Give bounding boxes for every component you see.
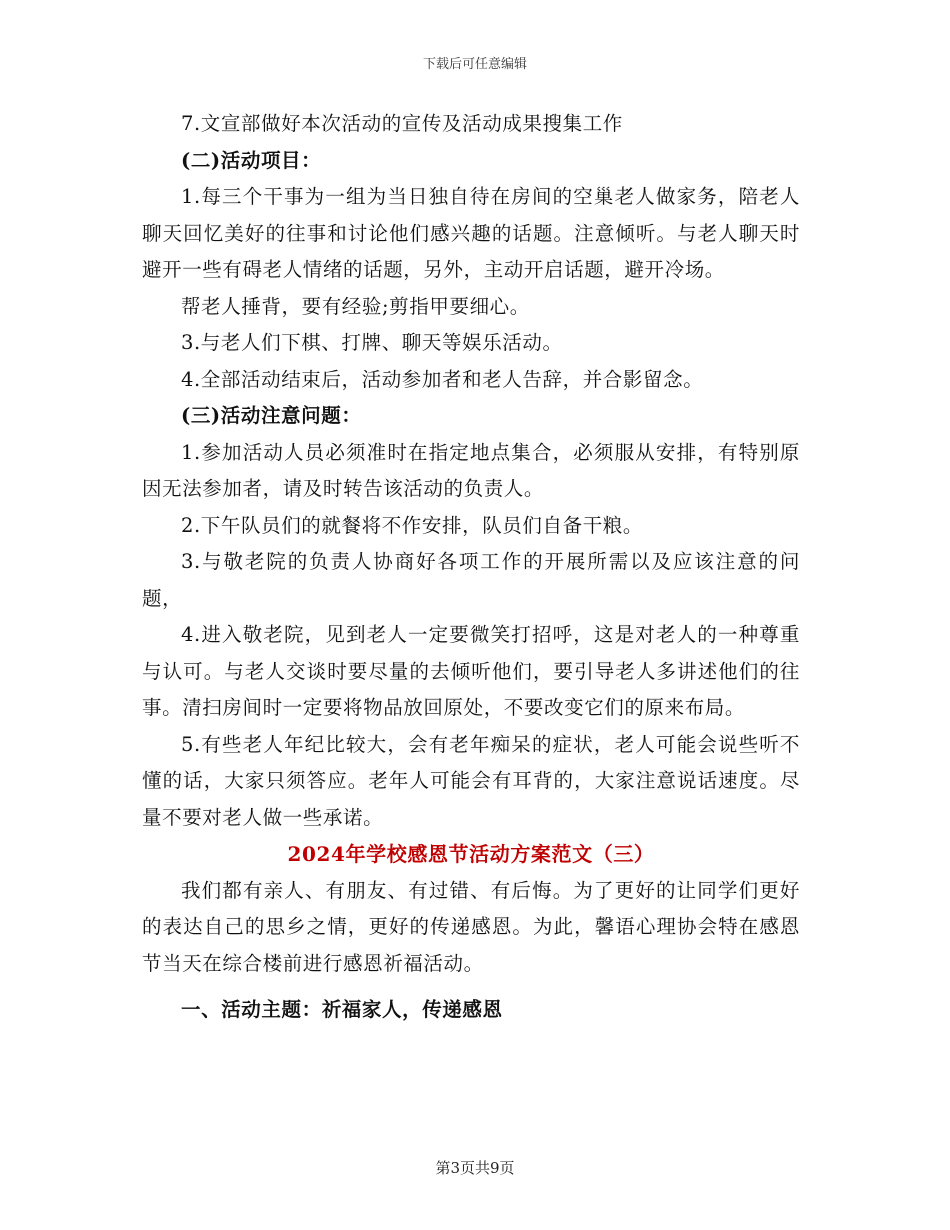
paragraph-precaution-1: 1.参加活动人员必须准时在指定地点集合，必须服从安排，有特别原因无法参加者，请及时转告该活动的负责人。 — [142, 440, 800, 500]
page-number: 第3页共9页 — [435, 1159, 515, 1177]
paragraph-precaution-2: 2.下午队员们的就餐将不作安排，队员们自备干粮。 — [181, 513, 644, 537]
heading-precautions: (三)活动注意问题： — [181, 404, 362, 427]
paragraph-activity-4: 4.全部活动结束后，活动参加者和老人告辞，并合影留念。 — [181, 367, 704, 391]
paragraph-activity-3: 3.与老人们下棋、打牌、聊天等娱乐活动。 — [181, 331, 563, 354]
document-body — [142, 106, 800, 1029]
paragraph-precaution-5: 5.有些老人年纪比较大，会有老年痴呆的症状，老人可能会说些听不懂的话，大家只须答应。老年人可能会有耳背的，大家注意说话速度。尽量不要对老人做一些承诺。 — [142, 732, 800, 829]
heading-activity-items: (二)活动项目： — [181, 148, 322, 172]
paragraph-activity-1: 1.每三个干事为一组为当日独自待在房间的空巢老人做家务，陪老人聊天回忆美好的往事和讨论他们感兴趣的话题。注意倾听。与老人聊天时避开一些有碍老人情绪的话题，另外，主动开启话题，避开冷场。 — [142, 185, 800, 281]
paragraph-intro: 我们都有亲人、有朋友、有过错、有后悔。为了更好的让同学们更好的表达自己的思乡之情，更好的传递感恩。为此，馨语心理协会特在感恩节当天在综合楼前进行感恩祈福活动。 — [142, 878, 800, 975]
page-header-note: 下载后可任意编辑 — [422, 57, 527, 72]
paragraph-precaution-4: 4.进入敬老院，见到老人一定要微笑打招呼，这是对老人的一种尊重与认可。与老人交谈时要尽量的去倾听他们，要引导老人多讲述他们的往事。清扫房间时一定要将物品放回原处，不要改变它们的原来布局。 — [142, 623, 800, 719]
paragraph-activity-2: 帮老人捶背，要有经验;剪指甲要细心。 — [181, 294, 530, 318]
paragraph-item-7: 7.文宣部做好本次活动的宣传及活动成果搜集工作 — [181, 112, 623, 135]
section-title: 2024年学校感恩节活动方案范文（三） — [287, 842, 655, 866]
heading-activity-theme: 一、活动主题：祈福家人，传递感恩 — [181, 998, 503, 1021]
paragraph-precaution-3: 3.与敬老院的负责人协商好各项工作的开展所需以及应该注意的问题， — [142, 550, 800, 610]
